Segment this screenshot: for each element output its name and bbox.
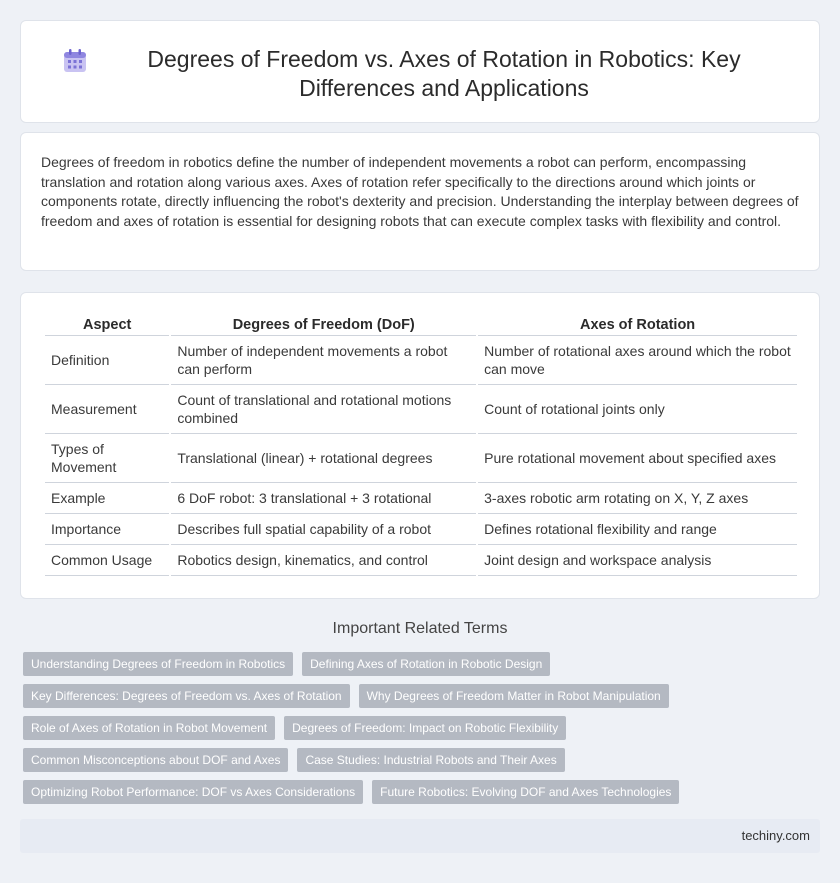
related-term-link[interactable]: Case Studies: Industrial Robots and Their Axes bbox=[297, 748, 564, 772]
related-term-link[interactable]: Understanding Degrees of Freedom in Robotics bbox=[23, 652, 293, 676]
table-cell: Describes full spatial capability of a robot bbox=[171, 514, 476, 545]
table-cell: Robotics design, kinematics, and control bbox=[171, 545, 476, 576]
comparison-table bbox=[43, 307, 799, 576]
column-header: Axes of Rotation bbox=[478, 307, 797, 336]
table-row bbox=[45, 514, 797, 545]
calendar-icon bbox=[61, 47, 89, 75]
related-terms-heading: Important Related Terms bbox=[332, 620, 508, 637]
table-cell: Count of rotational joints only bbox=[478, 385, 797, 434]
related-term-link[interactable]: Role of Axes of Rotation in Robot Movement bbox=[23, 716, 275, 740]
table-row bbox=[45, 385, 797, 434]
table-cell: Common Usage bbox=[45, 545, 169, 576]
related-term-link[interactable]: Key Differences: Degrees of Freedom vs. Axes of Rotation bbox=[23, 684, 350, 708]
table-cell: Joint design and workspace analysis bbox=[478, 545, 797, 576]
table-row bbox=[45, 483, 797, 514]
table-row bbox=[45, 545, 797, 576]
related-term-link[interactable]: Common Misconceptions about DOF and Axes bbox=[23, 748, 288, 772]
table-cell: Translational (linear) + rotational degrees bbox=[171, 434, 476, 483]
table-cell: 3-axes robotic arm rotating on X, Y, Z axes bbox=[478, 483, 797, 514]
table-cell: Definition bbox=[45, 336, 169, 385]
title-card bbox=[20, 20, 820, 123]
table-cell: Defines rotational flexibility and range bbox=[478, 514, 797, 545]
column-header: Aspect bbox=[45, 307, 169, 336]
table-cell: Example bbox=[45, 483, 169, 514]
site-name[interactable]: techiny.com bbox=[741, 828, 810, 843]
table-row bbox=[45, 434, 797, 483]
table-cell: Measurement bbox=[45, 385, 169, 434]
table-cell: Number of independent movements a robot can perform bbox=[171, 336, 476, 385]
related-term-link[interactable]: Degrees of Freedom: Impact on Robotic Flexibility bbox=[284, 716, 566, 740]
page-title: Degrees of Freedom vs. Axes of Rotation in Robotics: Key Differences and Applications bbox=[147, 46, 741, 101]
table-cell: 6 DoF robot: 3 translational + 3 rotational bbox=[171, 483, 476, 514]
intro-card bbox=[20, 132, 820, 271]
related-term-link[interactable]: Optimizing Robot Performance: DOF vs Axes Considerations bbox=[23, 780, 363, 804]
related-term-link[interactable]: Defining Axes of Rotation in Robotic Design bbox=[302, 652, 550, 676]
table-cell: Types of Movement bbox=[45, 434, 169, 483]
table-cell: Number of rotational axes around which the robot can move bbox=[478, 336, 797, 385]
table-header-row bbox=[45, 307, 797, 336]
table-cell: Pure rotational movement about specified axes bbox=[478, 434, 797, 483]
related-term-link[interactable]: Why Degrees of Freedom Matter in Robot Manipulation bbox=[359, 684, 669, 708]
footer bbox=[20, 819, 820, 853]
table-cell: Count of translational and rotational motions combined bbox=[171, 385, 476, 434]
intro-paragraph: Degrees of freedom in robotics define the number of independent movements a robot can perform, encompassing translation and rotation along various axes. Axes of rotation refer specifically to the directions around which joints or components rotate, directly influencing the robot's dexterity and precision. Understanding the interplay between degrees of freedom and axes of rotation is essential for designing robots that can execute complex tasks with flexibility and control. bbox=[41, 154, 799, 229]
comparison-table-card bbox=[20, 292, 820, 599]
related-terms-list bbox=[23, 652, 823, 812]
table-cell: Importance bbox=[45, 514, 169, 545]
table-row bbox=[45, 336, 797, 385]
related-term-link[interactable]: Future Robotics: Evolving DOF and Axes Technologies bbox=[372, 780, 679, 804]
column-header: Degrees of Freedom (DoF) bbox=[171, 307, 476, 336]
